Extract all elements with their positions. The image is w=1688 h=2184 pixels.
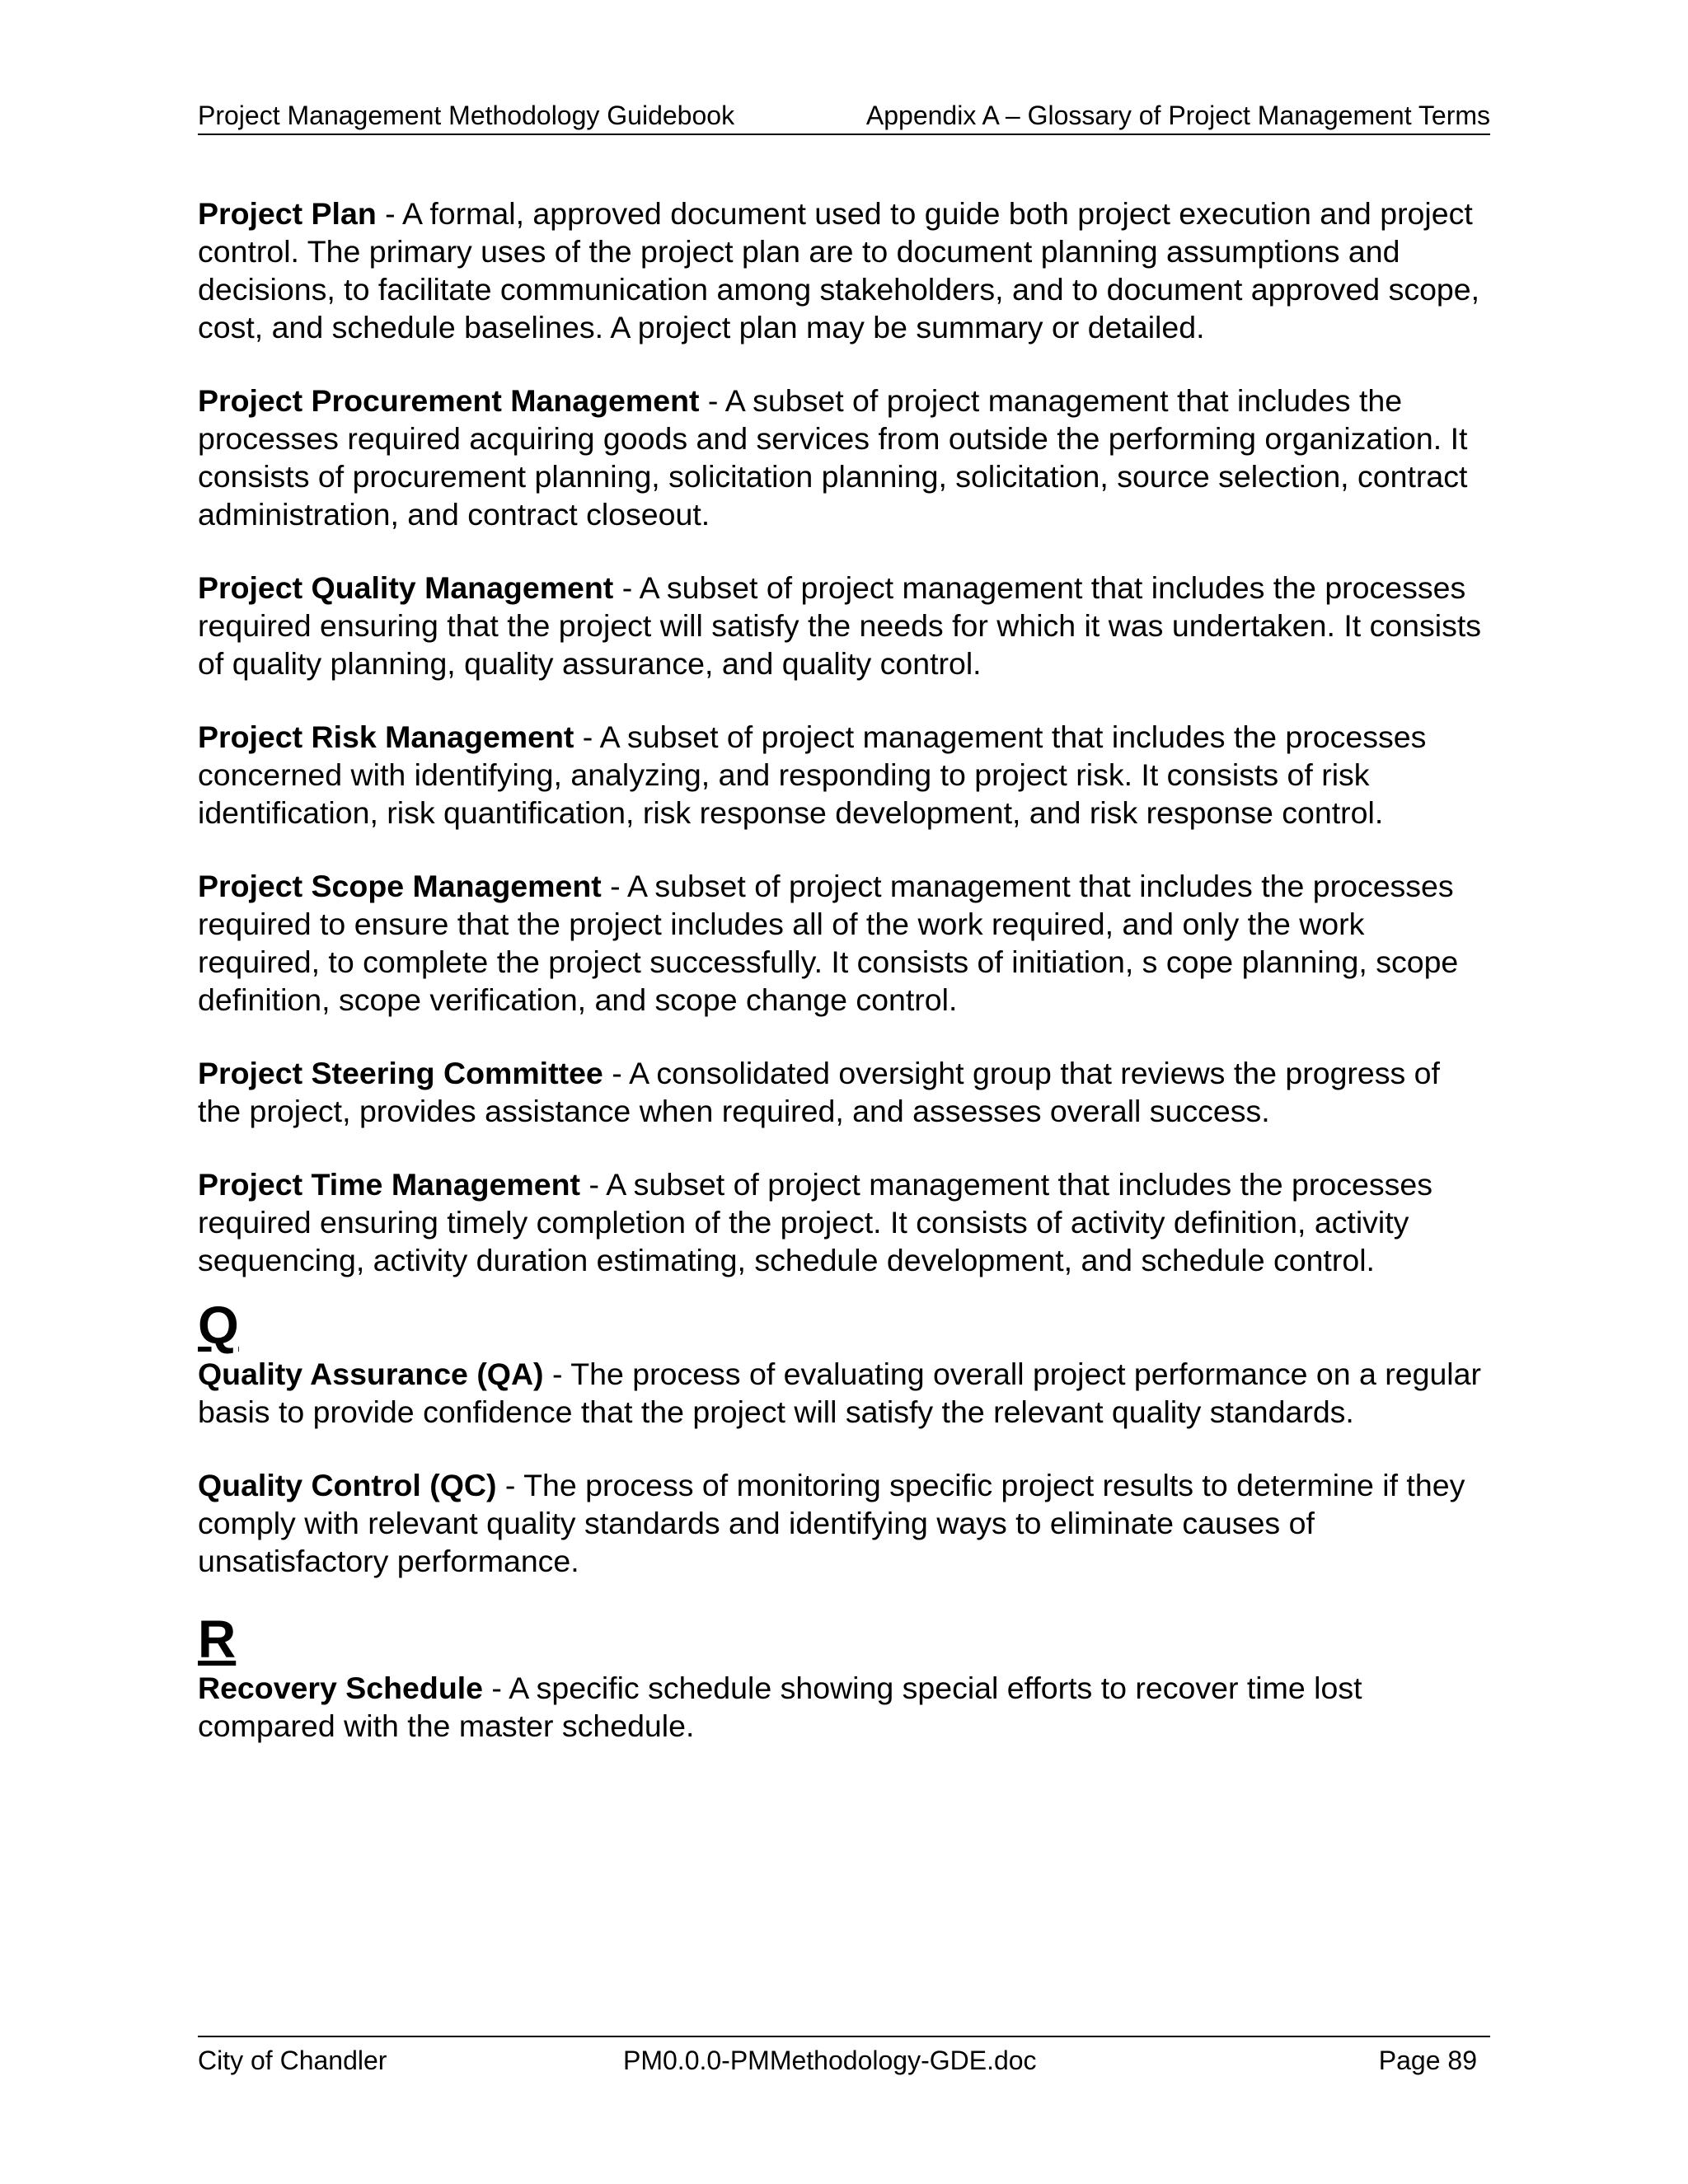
glossary-entry: Project Risk Management - A subset of project management that includes the processes concerned with identifying, analyzing, and responding to project risk. It consists of risk identification, risk quantification, risk response development, and risk response control. (198, 719, 1427, 830)
glossary-definition: A subset of project management that includes the processes required to ensure that the project includes all of the work required, and only the work required, to complete the project successfully. It consists of initiation, s cope planning, scope definition, scope verification, and scope change control. (198, 869, 1459, 1017)
page-footer (198, 2036, 1490, 2075)
glossary-content (198, 194, 1490, 1780)
glossary-term: Project Procurement Management (198, 383, 700, 418)
glossary-entry: Project Scope Management - A subset of project management that includes the processes required to ensure that the project includes all of the work required, and only the work required, to complete the project successfully. It consists of initiation, s cope planning, scope definition, scope verification, and scope change control. (198, 869, 1459, 1017)
glossary-term: Project Scope Management (198, 869, 602, 903)
glossary-entry: Project Time Management - A subset of project management that includes the processes required ensuring timely completion of the project. It consists of activity definition, activity sequencing, activity duration estimating, schedule development, and schedule control. (198, 1167, 1432, 1277)
footer-page-number: Page 89 (1378, 2046, 1477, 2075)
glossary-entry: Quality Control (QC) - The process of monitoring specific project results to determine if they comply with relevant quality standards and identifying ways to eliminate causes of unsatisfactory performance. (198, 1468, 1465, 1578)
glossary-definition: The process of monitoring specific project results to determine if they comply with relevant quality standards and identifying ways to eliminate causes of unsatisfactory performance. (198, 1468, 1465, 1578)
section-letter-r: R (198, 1610, 237, 1669)
header-section-title: Appendix A – Glossary of Project Management Terms (865, 101, 1490, 130)
glossary-definition: A formal, approved document used to guide both project execution and project control. The primary uses of the project plan are to document planning assumptions and decisions, to facilitate communication among stakeholders, and to document approved scope, cost, and schedule baselines. A project plan may be summary or detailed. (198, 196, 1480, 344)
glossary-term: Quality Control (QC) (198, 1468, 497, 1502)
glossary-entry: Quality Assurance (QA) - The process of evaluating overall project performance on a regular basis to provide confidence that the project will satisfy the relevant quality standards. (198, 1357, 1481, 1429)
page-header (198, 97, 1490, 135)
glossary-term: Project Quality Management (198, 570, 614, 605)
glossary-definition: A consolidated oversight group that reviews the progress of the project, provides assistance when required, and assesses overall success. (198, 1056, 1440, 1128)
glossary-definition: A subset of project management that includes the processes required acquiring goods and services from outside the performing organization. It consists of procurement planning, solicitation planning, solicitation, source selection, contract administration, and contract closeout. (198, 383, 1468, 532)
glossary-term: Project Plan (198, 196, 377, 231)
glossary-definition: A specific schedule showing special efforts to recover time lost compared with the master schedule. (198, 1671, 1362, 1743)
header-document-title: Project Management Methodology Guidebook (198, 101, 735, 130)
footer-organization: City of Chandler (198, 2046, 387, 2075)
glossary-definition: A subset of project management that includes the processes concerned with identifying, analyzing, and responding to project risk. It consists of risk identification, risk quantification, risk response development, and risk response control. (198, 719, 1427, 830)
section-letter-q: Q (198, 1296, 239, 1355)
glossary-definition: A subset of project management that includes the processes required ensuring that the project will satisfy the needs for which it was undertaken. It consists of quality planning, quality assurance, and quality control. (198, 570, 1482, 681)
footer-filename: PM0.0.0-PMMethodology-GDE.doc (623, 2046, 1037, 2075)
glossary-term: Project Risk Management (198, 719, 574, 754)
glossary-term: Project Steering Committee (198, 1056, 603, 1090)
glossary-entry: Project Plan - A formal, approved document used to guide both project execution and project control. The primary uses of the project plan are to document planning assumptions and decisions, to facilitate communication among stakeholders, and to document approved scope, cost, and schedule baselines. A project plan may be summary or detailed. (198, 196, 1480, 344)
glossary-entry: Recovery Schedule - A specific schedule showing special efforts to recover time lost compared with the master schedule. (198, 1671, 1362, 1743)
glossary-entry: Project Procurement Management - A subset of project management that includes the processes required acquiring goods and services from outside the performing organization. It consists of procurement planning, solicitation planning, solicitation, source selection, contract administration, and contract closeout. (198, 383, 1468, 532)
glossary-term: Project Time Management (198, 1167, 581, 1202)
glossary-entry: Project Quality Management - A subset of project management that includes the processes required ensuring that the project will satisfy the needs for which it was undertaken. It consists of quality planning, quality assurance, and quality control. (198, 570, 1482, 681)
glossary-entry: Project Steering Committee - A consolidated oversight group that reviews the progress of the project, provides assistance when required, and assesses overall success. (198, 1056, 1440, 1128)
glossary-term: Recovery Schedule (198, 1671, 483, 1705)
glossary-term: Quality Assurance (QA) (198, 1357, 544, 1391)
glossary-definition: A subset of project management that includes the processes required ensuring timely completion of the project. It consists of activity definition, activity sequencing, activity duration estimating, schedule development, and schedule control. (198, 1167, 1432, 1277)
glossary-definition: The process of evaluating overall project performance on a regular basis to provide confidence that the project will satisfy the relevant quality standards. (198, 1357, 1481, 1429)
